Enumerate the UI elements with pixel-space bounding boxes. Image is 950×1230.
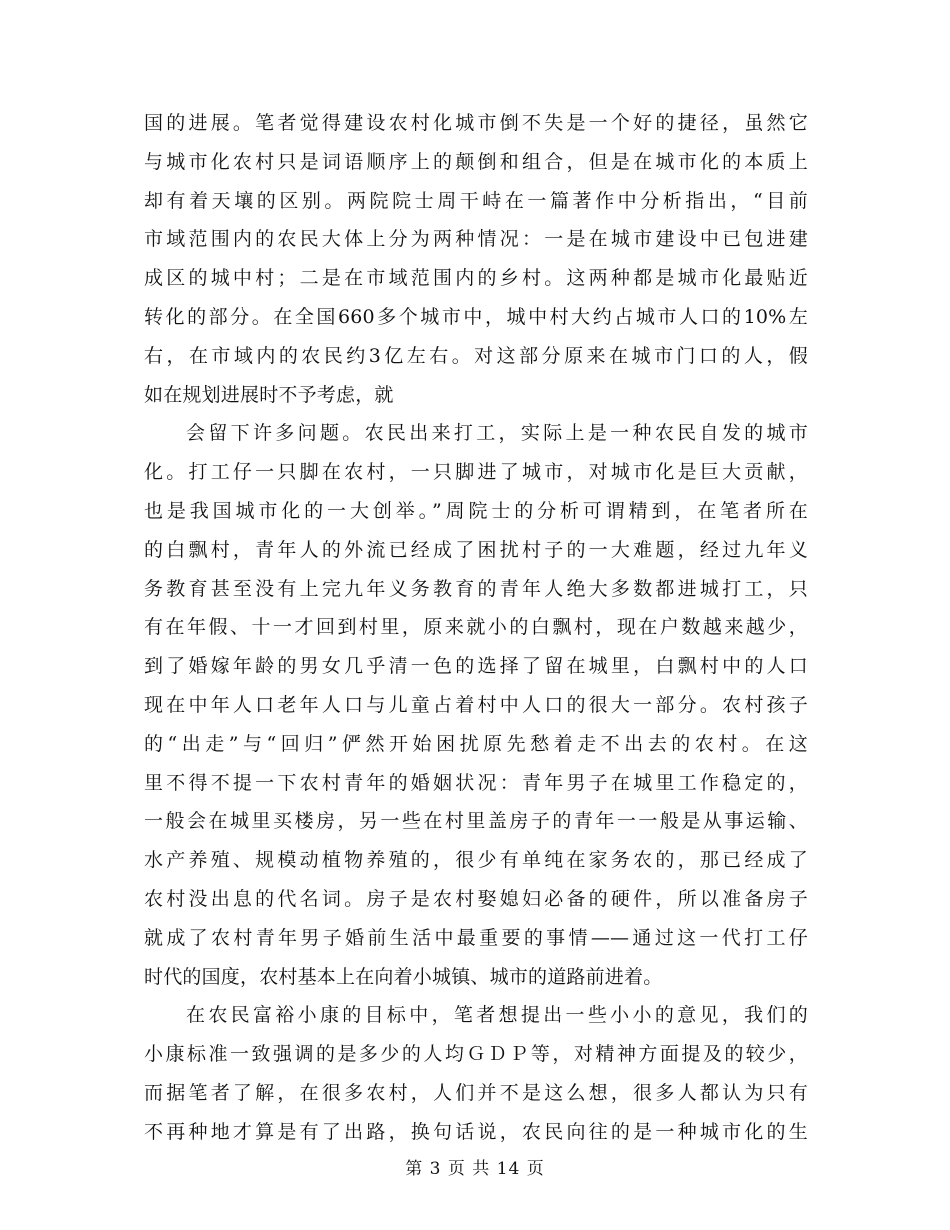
text-line: 水产养殖、规模动植物养殖的，很少有单纯在家务农的，那已经成了	[144, 849, 808, 872]
text-line: 里不得不提一下农村青年的婚姻状况：青年男子在城里工作稳定的，	[144, 771, 808, 794]
text-line: 如在规划进展时不予考虑，就	[144, 383, 394, 406]
text-line: 也是我国城市化的一大创举。”周院士的分析可谓精到，在笔者所在	[144, 499, 808, 522]
text-line: 到了婚嫁年龄的男女几乎清一色的选择了留在城里，白飘村中的人口	[144, 655, 808, 678]
text-line: 却有着天壤的区别。两院院士周干峙在一篇著作中分析指出，“目前	[144, 189, 808, 212]
text-line: 化。打工仔一只脚在农村，一只脚进了城市，对城市化是巨大贡献，	[144, 461, 808, 484]
text-line: 转化的部分。在全国660多个城市中，城中村大约占城市人口的10%左	[144, 305, 808, 328]
text-line: 与城市化农村只是词语顺序上的颠倒和组合，但是在城市化的本质上	[144, 150, 808, 173]
text-line: 会留下许多问题。农民出来打工，实际上是一种农民自发的城市	[186, 422, 808, 445]
text-line: 成区的城中村；二是在市域范围内的乡村。这两种都是城市化最贴近	[144, 267, 808, 290]
text-line: 右，在市域内的农民约3亿左右。对这部分原来在城市门口的人，假	[144, 344, 808, 367]
text-line: 而据笔者了解，在很多农村，人们并不是这么想，很多人都认为只有	[144, 1081, 808, 1104]
text-line: 现在中年人口老年人口与儿童占着村中人口的很大一部分。农村孩子	[144, 693, 808, 716]
text-line: 一般会在城里买楼房，另一些在村里盖房子的青年一一般是从事运输、	[144, 810, 808, 833]
text-line: 在农民富裕小康的目标中，笔者想提出一些小小的意见，我们的	[186, 1004, 808, 1027]
text-line: 国的进展。笔者觉得建设农村化城市倒不失是一个好的捷径，虽然它	[144, 112, 808, 134]
text-line: 不再种地才算是有了出路，换句话说，农民向往的是一种城市化的生	[144, 1120, 808, 1143]
text-line: 时代的国度，农村基本上在向着小城镇、城市的道路前进着。	[144, 965, 663, 988]
text-line: 务教育甚至没有上完九年义务教育的青年人绝大多数都进城打工，只	[144, 577, 808, 600]
text-line: 有在年假、十一才回到村里，原来就小的白飘村，现在户数越来越少，	[144, 616, 808, 639]
page-footer: 第 3 页 共 14 页	[405, 1159, 545, 1179]
text-line: 市域范围内的农民大体上分为两种情况：一是在城市建设中已包进建	[144, 228, 808, 251]
text-line: 就成了农村青年男子婚前生活中最重要的事情——通过这一代打工仔	[144, 926, 808, 949]
text-line: 的“出走”与“回归”俨然开始困扰原先愁着走不出去的农村。在这	[144, 732, 808, 755]
body-text	[144, 104, 808, 1152]
text-line: 的白飘村，青年人的外流已经成了困扰村子的一大难题，经过九年义	[144, 538, 808, 561]
text-line: 农村没出息的代名词。房子是农村娶媳妇必备的硬件，所以准备房子	[144, 887, 808, 910]
text-line: 小康标准一致强调的是多少的人均ＧＤＰ等，对精神方面提及的较少，	[144, 1043, 808, 1066]
